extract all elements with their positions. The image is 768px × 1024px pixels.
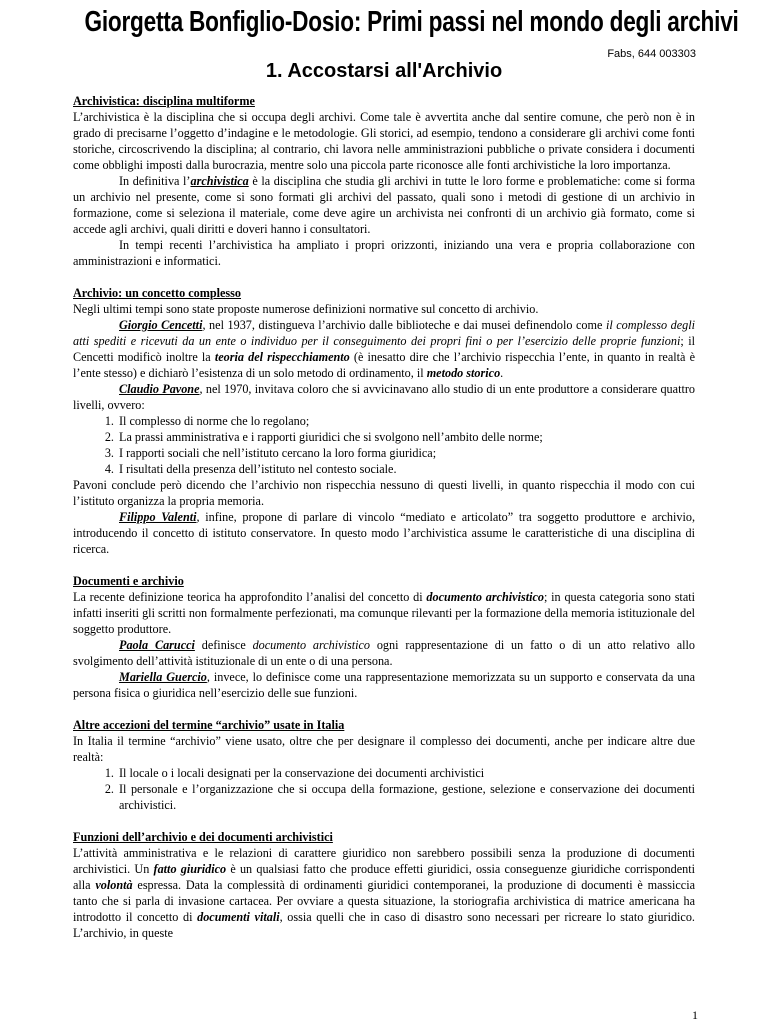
document-title: Giorgetta Bonfiglio-Dosio: Primi passi nel mondo degli archivi: [84, 6, 739, 38]
author-carucci: Paola Carucci: [119, 638, 195, 652]
paragraph: Mariella Guercio, invece, lo definisce come una rappresentazione memorizzata su un supporto e conservata da una persona fisica o giuridica nell’esercizio delle sue funzioni.: [73, 670, 695, 700]
document-body: [73, 93, 695, 941]
section-heading-archivio: Archivio: un concetto complesso: [73, 286, 242, 300]
term-rispecchiamento: teoria del rispecchiamento: [214, 350, 350, 364]
author-pavone: Claudio Pavone: [119, 382, 200, 396]
list-item: 3. I rapporti sociali che nell’istituto cercano la loro forma giuridica;: [117, 445, 695, 461]
fabs-reference: Fabs, 644 003303: [607, 48, 696, 60]
paragraph: In tempi recenti l’archivistica ha ampliato i propri orizzonti, iniziando una vera e propria collaborazione con amministrazioni e informatici.: [73, 238, 695, 268]
section-heading-documenti: Documenti e archivio: [73, 574, 184, 588]
section-heading-funzioni: Funzioni dell’archivio e dei documenti archivistici: [73, 830, 333, 844]
paragraph: Pavoni conclude però dicendo che l’archivio non rispecchia nessuno di questi livelli, in quanto rispecchia il modo con cui l’istituto organizza la propria memoria.: [73, 478, 695, 508]
chapter-title: 1. Accostarsi all'Archivio: [265, 60, 503, 82]
page-number: 1: [692, 1008, 698, 1022]
term-volonta: volontà: [95, 878, 133, 892]
paragraph: Filippo Valenti, infine, propone di parlare di vincolo “mediato e articolato” tra soggetto produttore e archivio, introducendo il concetto di istituto conservatore. In questo modo l’archivistica assume le caratteristiche di una disciplina di ricerca.: [73, 510, 695, 556]
author-valenti: Filippo Valenti: [119, 510, 197, 524]
term-fatto-giuridico: fatto giuridico: [153, 862, 227, 876]
paragraph: L’archivistica è la disciplina che si occupa degli archivi. Come tale è avvertita anche dal sentire comune, che però non è in grado di precisarne l’oggetto d’indagine e le metodologie. Gli storici, ad esempio, tendono a considerare gli archivi come fonti storiche, circoscrivendo la disciplina; al contrario, chi lavora nelle amministrazioni pubbliche o private considera i documenti come obblighi imposti dalla burocrazia, mentre solo una piccola parte riconosce alle fonti archivistiche la loro importanza.: [73, 110, 695, 172]
paragraph: In definitiva l’archivistica è la disciplina che studia gli archivi in tutte le loro forme e problematiche: come si forma un archivio nel presente, come si sono formati gli archivi del passato, quali sono i metodi di gestione di un archivio in formazione, come si seleziona il materiale, come deve agire un archivista nei confronti di un archivio già formato, come si accede agli archivi, quali diritti e doveri hanno i consultatori.: [73, 174, 695, 236]
pavone-levels-list: [73, 413, 695, 477]
list-item: 1. Il locale o i locali designati per la conservazione dei documenti archivistici: [117, 765, 695, 781]
term-documenti-vitali: documenti vitali: [197, 910, 280, 924]
paragraph: In Italia il termine “archivio” viene usato, oltre che per designare il complesso dei documenti, anche per indicare altre due realtà:: [73, 734, 695, 764]
author-cencetti: Giorgio Cencetti: [119, 318, 203, 332]
list-item: 4. I risultati della presenza dell’istituto nel contesto sociale.: [117, 461, 695, 477]
term-documento-archivistico: documento archivistico: [426, 590, 544, 604]
term-metodo-storico: metodo storico: [426, 366, 501, 380]
list-item: 2. Il personale e l’organizzazione che si occupa della formazione, gestione, selezione e conservazione dei documenti archivistici.: [117, 781, 695, 813]
section-heading-accezioni: Altre accezioni del termine “archivio” usate in Italia: [73, 718, 345, 732]
term-archivistica: archivistica: [190, 174, 249, 188]
author-guercio: Mariella Guercio: [119, 670, 207, 684]
list-item: 1. Il complesso di norme che lo regolano;: [117, 413, 695, 429]
paragraph: Giorgio Cencetti, nel 1937, distingueva l’archivio dalle biblioteche e dai musei definendolo come il complesso degli atti spediti e ricevuti da un ente o individuo per il conseguimento dei propri fini o per l’esercizio delle proprie funzioni; il Cencetti modificò inoltre la teoria del rispecchiamento (è inesatto dire che l’archivio rispecchia l’ente, in quanto in realtà è l’ente stesso) e dichiarò l’esistenza di un solo metodo di ordinamento, il metodo storico.: [73, 318, 695, 380]
paragraph: Negli ultimi tempi sono state proposte numerose definizioni normative sul concetto di archivio.: [73, 302, 539, 316]
accezioni-list: [73, 765, 695, 813]
list-item: 2. La prassi amministrativa e i rapporti giuridici che si svolgono nell’ambito delle norme;: [117, 429, 695, 445]
section-heading-archivistica: Archivistica: disciplina multiforme: [73, 94, 255, 108]
paragraph: Paola Carucci definisce documento archivistico ogni rappresentazione di un fatto o di un atto relativo allo svolgimento dell’attività istituzionale di un ente o di una persona.: [73, 638, 695, 668]
paragraph: Claudio Pavone, nel 1970, invitava coloro che si avvicinavano allo studio di un ente produttore a considerare quattro livelli, ovvero:: [73, 382, 695, 412]
paragraph: La recente definizione teorica ha approfondito l’analisi del concetto di documento archivistico; in questa categoria sono stati infatti inseriti gli scritti non formalmente perfezionati, ma comunque rilevanti per la formazione della memoria istituzionale del soggetto produttore.: [73, 590, 695, 636]
paragraph: L’attività amministrativa e le relazioni di carattere giuridico non sarebbero possibili senza la produzione di documenti archivistici. Un fatto giuridico è un qualsiasi fatto che produce effetti giuridici, ossia conseguenze giuridiche corrispondenti alla volontà espressa. Data la complessità di ordinamenti giuridici contemporanei, la produzione di documenti è massiccia tanto che si parla di invasione cartacea. Per ovviare a questa situazione, la storiografia archivistica di matrice americana ha introdotto il concetto di documenti vitali, ossia quelli che in caso di disastro sono necessari per ricreare lo stato giuridico. L’archivio, in queste: [73, 846, 696, 940]
